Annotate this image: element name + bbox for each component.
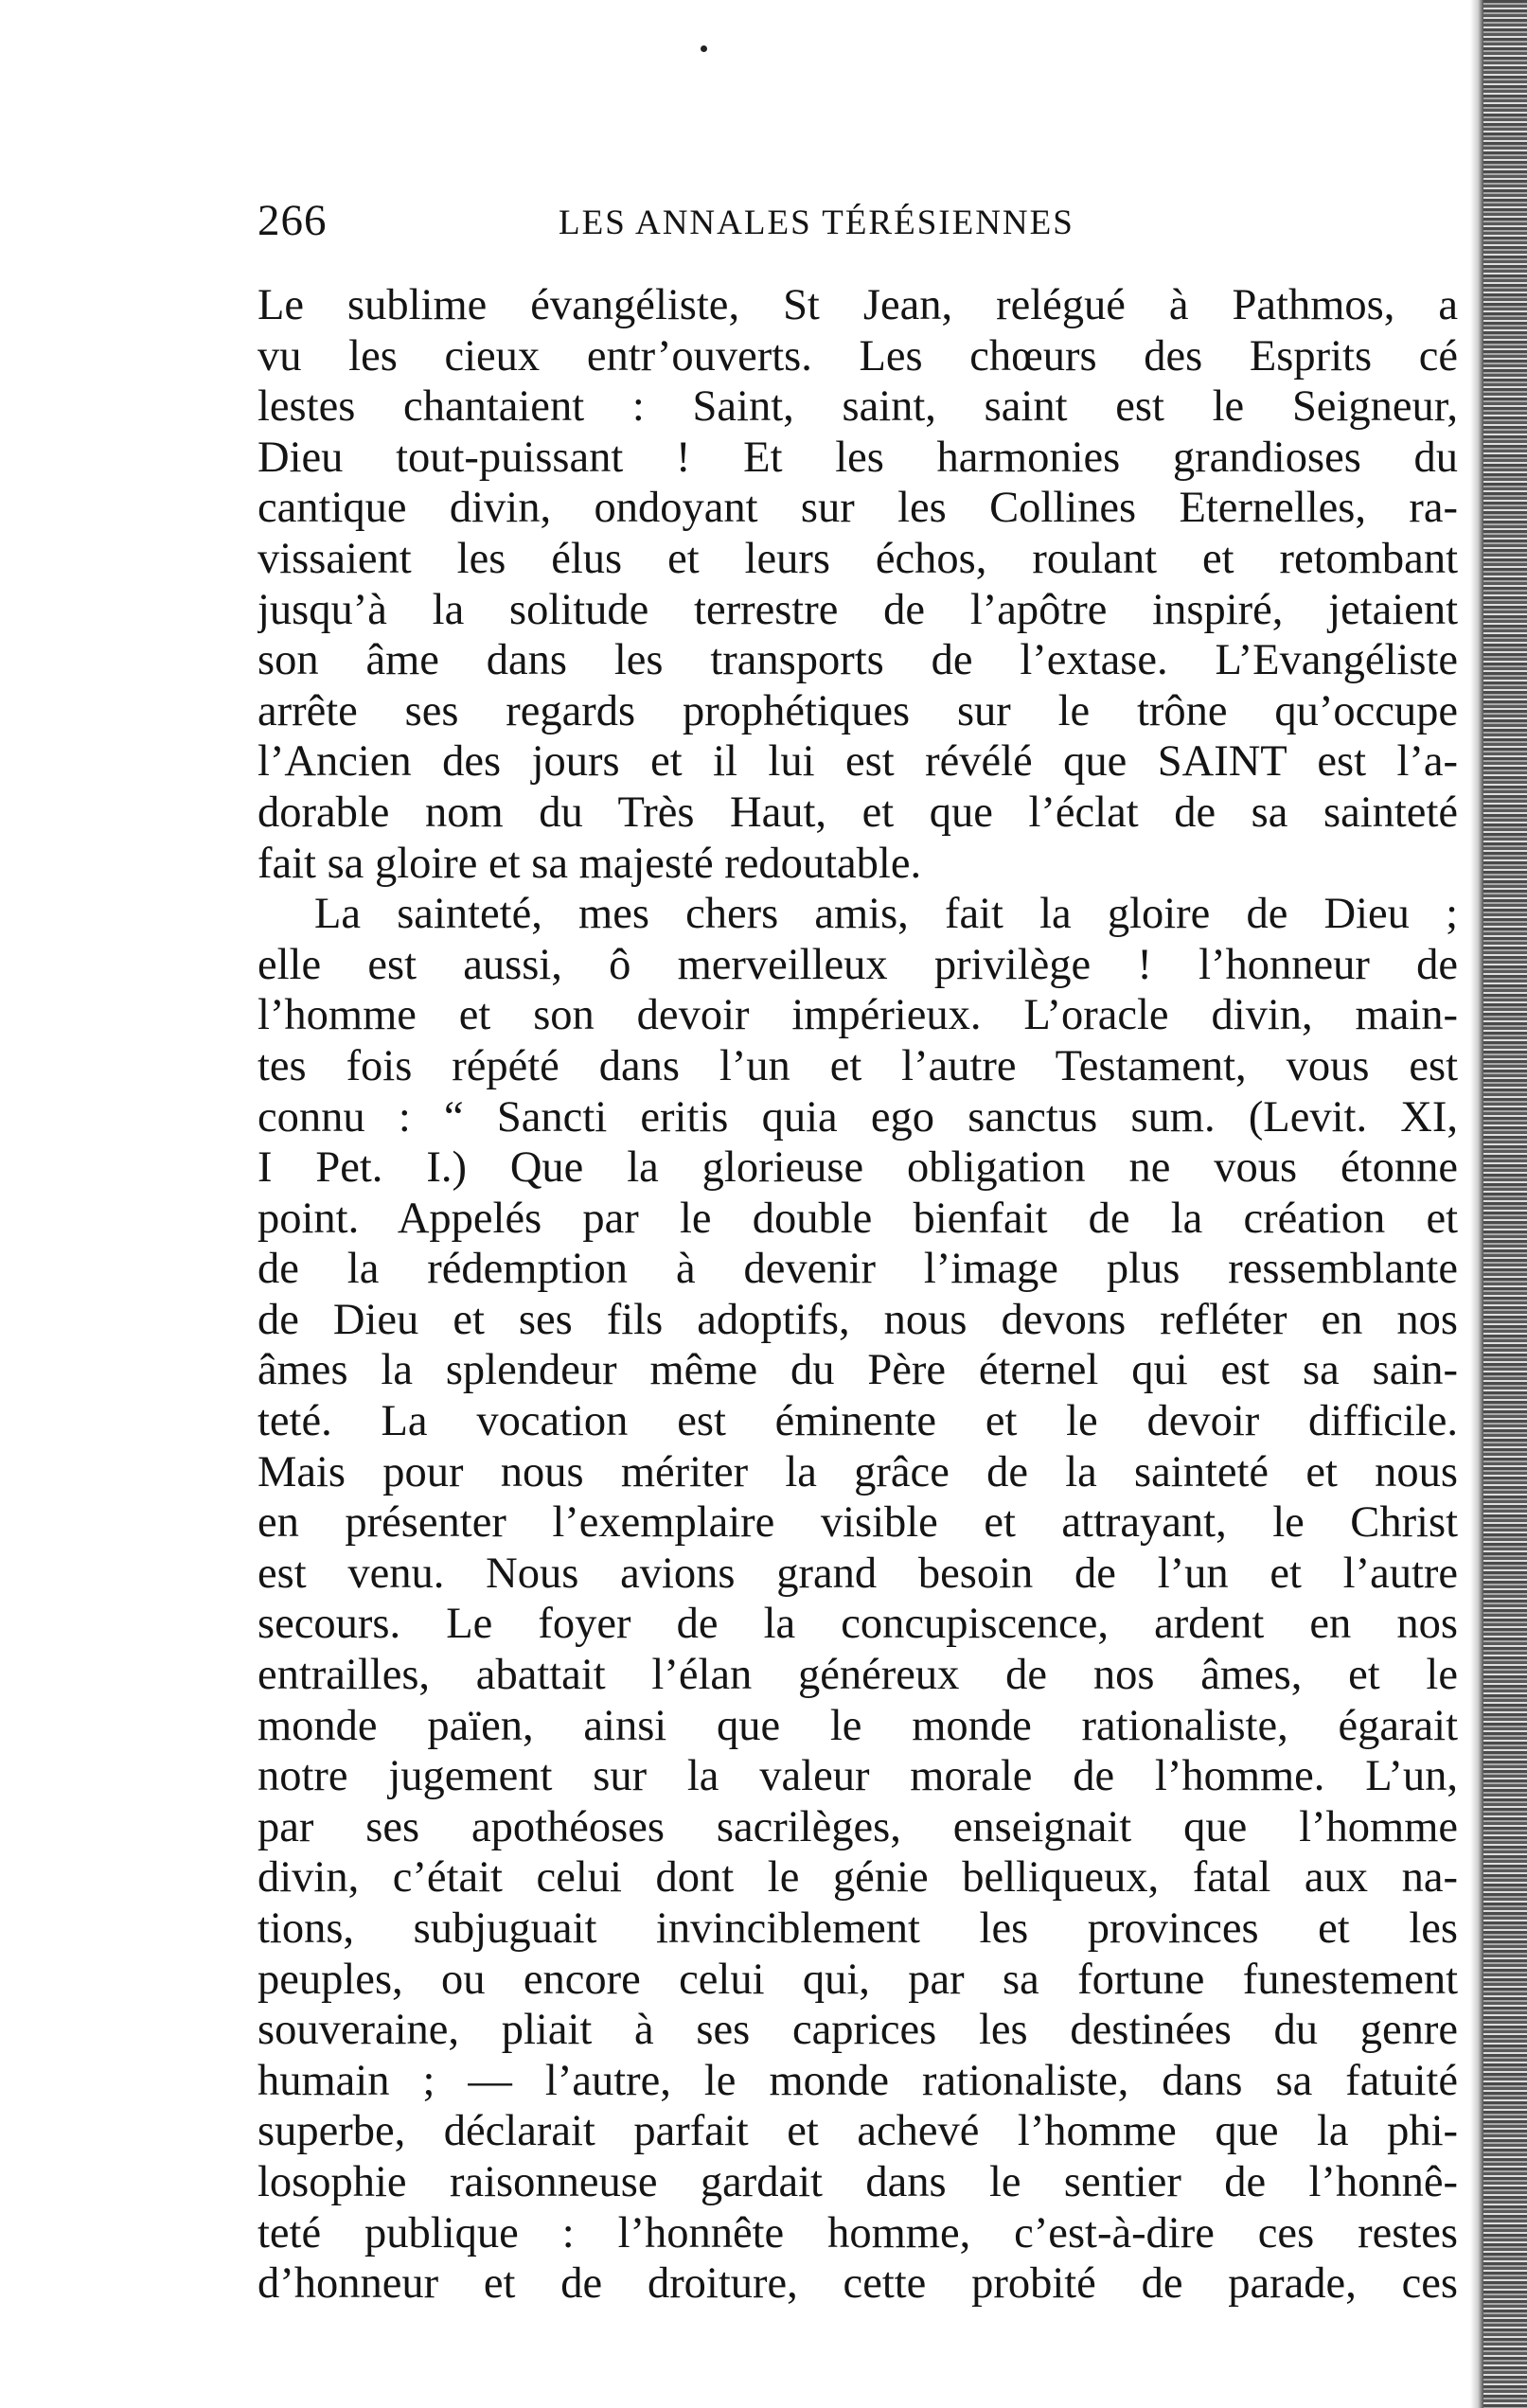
text-line: arrête ses regards prophétiques sur le trône qu’occupe — [257, 686, 1458, 735]
text-line: divin, c’était celui dont le génie belliqueux, fatal aux na- — [257, 1853, 1458, 1903]
text-line: est venu. Nous avions grand besoin de l’un et l’autre — [257, 1549, 1458, 1598]
text-line: notre jugement sur la valeur morale de l’homme. L’un, — [257, 1752, 1458, 1801]
text-line: connu : “ Sancti eritis quia ego sanctus sum. (Levit. XI, — [257, 1092, 1458, 1142]
text-line: l’homme et son devoir impérieux. L’oracle divin, main- — [257, 991, 1458, 1040]
text-line: âmes la splendeur même du Père éternel qui est sa sain- — [257, 1346, 1458, 1395]
text-line: point. Appelés par le double bienfait de la création et — [257, 1194, 1458, 1243]
running-title: LES ANNALES TÉRÉSIENNES — [559, 204, 1074, 242]
ink-speck — [701, 45, 707, 52]
text-line: losophie raisonneuse gardait dans le sentier de l’honnê- — [257, 2157, 1458, 2206]
body-text — [257, 280, 1458, 2310]
text-line: peuples, ou encore celui qui, par sa fortune funestement — [257, 1955, 1458, 2004]
text-line: tions, subjuguait invinciblement les provinces et les — [257, 1904, 1458, 1953]
text-line: cantique divin, ondoyant sur les Collines Eternelles, ra- — [257, 484, 1458, 533]
text-line: lestes chantaient : Saint, saint, saint est le Seigneur, — [257, 382, 1458, 432]
text-line: I Pet. I.) Que la glorieuse obligation ne vous étonne — [257, 1143, 1458, 1193]
paragraph-start-line: La sainteté, mes chers amis, fait la gloire de Dieu ; — [314, 890, 1458, 939]
text-line: de Dieu et ses fils adoptifs, nous devons refléter en nos — [257, 1295, 1458, 1344]
text-line: teté publique : l’honnête homme, c’est-à-dire ces restes — [257, 2208, 1458, 2258]
page-gutter-shadow — [1470, 0, 1483, 2408]
text-line: teté. La vocation est éminente et le devoir difficile. — [257, 1397, 1458, 1446]
text-line: superbe, déclarait parfait et achevé l’homme que la phi- — [257, 2107, 1458, 2156]
paragraph-end-line: fait sa gloire et sa majesté redoutable. — [257, 839, 922, 888]
text-line: elle est aussi, ô merveilleux privilège ! l’honneur de — [257, 940, 1458, 989]
text-line: d’honneur et de droiture, cette probité de parade, ces — [257, 2259, 1458, 2309]
text-line: dorable nom du Très Haut, et que l’éclat de sa sainteté — [257, 788, 1458, 837]
text-line: son âme dans les transports de l’extase. L’Evangéliste — [257, 636, 1458, 685]
text-line: de la rédemption à devenir l’image plus ressemblante — [257, 1245, 1458, 1294]
text-line: souveraine, pliait à ses caprices les destinées du genre — [257, 2006, 1458, 2055]
text-line: tes fois répété dans l’un et l’autre Testament, vous est — [257, 1041, 1458, 1090]
page-edge-scan-artifact — [1483, 0, 1527, 2408]
page-header — [257, 189, 1458, 256]
text-line: humain ; — l’autre, le monde rationaliste, dans sa fatuité — [257, 2056, 1458, 2105]
text-line: vissaient les élus et leurs échos, roulant et retombant — [257, 534, 1458, 583]
text-line: Le sublime évangéliste, St Jean, relégué à Pathmos, a — [257, 281, 1458, 329]
text-line: monde païen, ainsi que le monde rationaliste, égarait — [257, 1701, 1458, 1750]
text-line: jusqu’à la solitude terrestre de l’apôtre inspiré, jetaient — [257, 585, 1458, 634]
text-line: par ses apothéoses sacrilèges, enseignait que l’homme — [257, 1802, 1458, 1851]
text-line: en présenter l’exemplaire visible et attrayant, le Christ — [257, 1498, 1458, 1548]
text-line: Mais pour nous mériter la grâce de la sainteté et nous — [257, 1447, 1458, 1496]
text-line: Dieu tout-puissant ! Et les harmonies grandioses du — [257, 433, 1458, 482]
page-number: 266 — [257, 196, 328, 245]
text-line: entrailles, abattait l’élan généreux de nos âmes, et le — [257, 1651, 1458, 1700]
text-line: secours. Le foyer de la concupiscence, ardent en nos — [257, 1600, 1458, 1649]
text-line: vu les cieux entr’ouverts. Les chœurs des Esprits cé — [257, 331, 1458, 381]
text-line: l’Ancien des jours et il lui est révélé que SAINT est l’a- — [257, 737, 1458, 787]
